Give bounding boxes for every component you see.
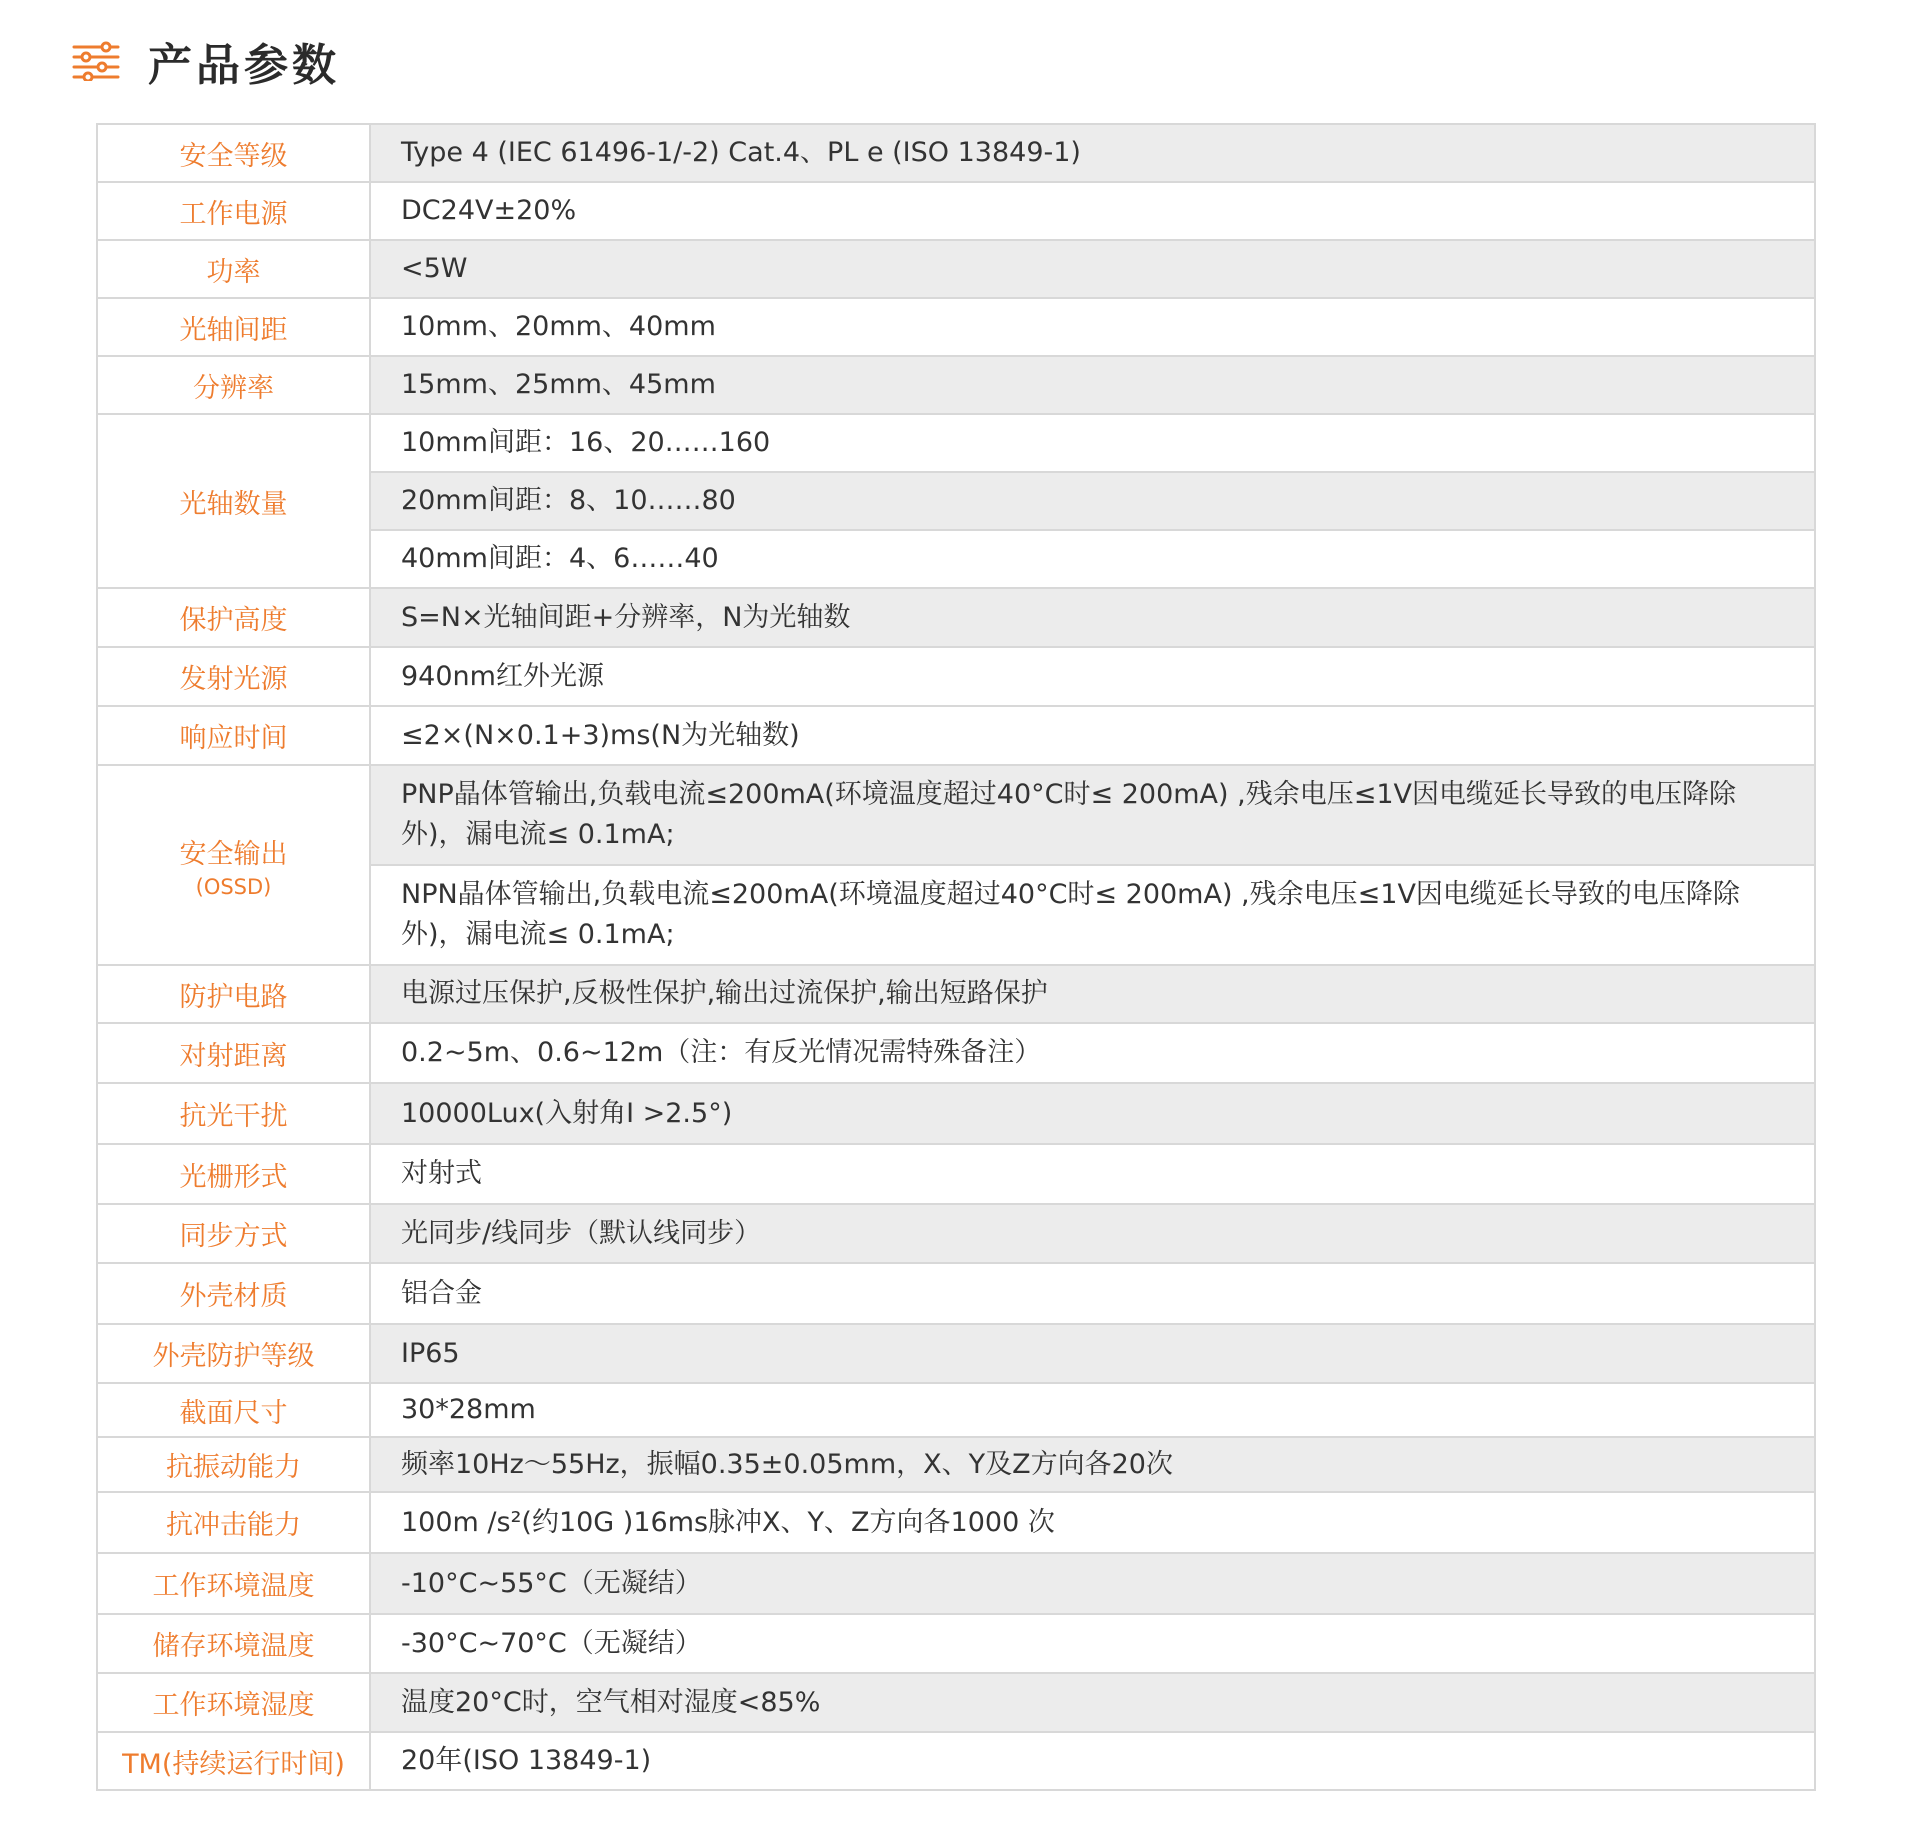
spec-value: 10000Lux(入射角I >2.5°)	[370, 1083, 1815, 1144]
table-row	[97, 298, 1815, 356]
spec-value: 20mm间距：8、10……80	[370, 472, 1815, 530]
table-row	[97, 647, 1815, 706]
spec-value: 频率10Hz～55Hz，振幅0.35±0.05mm，X、Y及Z方向各20次	[370, 1437, 1815, 1492]
spec-label: 光轴数量	[97, 414, 370, 588]
spec-value: 电源过压保护,反极性保护,输出过流保护,输出短路保护	[370, 965, 1815, 1023]
table-row	[97, 1732, 1815, 1790]
spec-label: 保护高度	[97, 588, 370, 647]
spec-value: NPN晶体管输出,负载电流≤200mA(环境温度超过40°C时≤ 200mA) ,残余电压≤1V因电缆延长导致的电压降除外)，漏电流≤ 0.1mA;	[370, 865, 1815, 965]
table-row	[97, 1492, 1815, 1553]
table-row	[97, 965, 1815, 1023]
table-row	[97, 182, 1815, 240]
sliders-icon	[72, 41, 120, 81]
spec-label: 截面尺寸	[97, 1383, 370, 1437]
spec-sublabel: (OSSD)	[195, 874, 272, 899]
table-row	[97, 1263, 1815, 1324]
spec-value: 100m /s²(约10G )16ms脉冲X、Y、Z方向各1000 次	[370, 1492, 1815, 1553]
spec-label: 安全等级	[97, 124, 370, 182]
spec-value: 40mm间距：4、6……40	[370, 530, 1815, 588]
table-row	[97, 1614, 1815, 1673]
table-row	[97, 1673, 1815, 1732]
spec-value: -10°C~55°C（无凝结）	[370, 1553, 1815, 1614]
spec-value: Type 4 (IEC 61496-1/-2) Cat.4、PL e (ISO 13849-1)	[370, 124, 1815, 182]
spec-value: IP65	[370, 1324, 1815, 1383]
table-row	[97, 124, 1815, 182]
table-row	[97, 1437, 1815, 1492]
spec-label: 工作环境湿度	[97, 1673, 370, 1732]
spec-value: 30*28mm	[370, 1383, 1815, 1437]
spec-value: 光同步/线同步（默认线同步）	[370, 1204, 1815, 1263]
spec-label: 同步方式	[97, 1204, 370, 1263]
spec-label: 分辨率	[97, 356, 370, 414]
spec-label: 发射光源	[97, 647, 370, 706]
spec-label: 抗光干扰	[97, 1083, 370, 1144]
spec-value: 对射式	[370, 1144, 1815, 1204]
table-row	[97, 356, 1815, 414]
spec-value: PNP晶体管输出,负载电流≤200mA(环境温度超过40°C时≤ 200mA) ,残余电压≤1V因电缆延长导致的电压降除外)，漏电流≤ 0.1mA;	[370, 765, 1815, 865]
table-row	[97, 1023, 1815, 1083]
spec-label-group	[97, 765, 370, 965]
table-row	[97, 1204, 1815, 1263]
spec-label: 抗振动能力	[97, 1437, 370, 1492]
spec-value: <5W	[370, 240, 1815, 298]
spec-value: 940nm红外光源	[370, 647, 1815, 706]
table-row	[97, 1553, 1815, 1614]
table-row	[97, 414, 1815, 472]
table-row	[97, 1324, 1815, 1383]
spec-label: 外壳材质	[97, 1263, 370, 1324]
spec-label: 响应时间	[97, 706, 370, 765]
spec-value: 20年(ISO 13849-1)	[370, 1732, 1815, 1790]
table-row	[97, 240, 1815, 298]
spec-value: DC24V±20%	[370, 182, 1815, 240]
table-row	[97, 765, 1815, 865]
spec-label: 工作环境温度	[97, 1553, 370, 1614]
spec-label: 光栅形式	[97, 1144, 370, 1204]
spec-label: 抗冲击能力	[97, 1492, 370, 1553]
table-row	[97, 1144, 1815, 1204]
spec-value: 15mm、25mm、45mm	[370, 356, 1815, 414]
spec-value: -30°C~70°C（无凝结）	[370, 1614, 1815, 1673]
spec-value: S=N×光轴间距+分辨率，N为光轴数	[370, 588, 1815, 647]
spec-label: 安全输出	[179, 838, 288, 870]
table-row	[97, 706, 1815, 765]
spec-label: 防护电路	[97, 965, 370, 1023]
spec-value: 温度20°C时，空气相对湿度<85%	[370, 1673, 1815, 1732]
spec-label: 储存环境温度	[97, 1614, 370, 1673]
spec-value: ≤2×(N×0.1+3)ms(N为光轴数)	[370, 706, 1815, 765]
spec-value: 10mm、20mm、40mm	[370, 298, 1815, 356]
spec-label: 外壳防护等级	[97, 1324, 370, 1383]
spec-table	[96, 123, 1816, 1791]
spec-label: 功率	[97, 240, 370, 298]
table-row	[97, 1083, 1815, 1144]
spec-label: TM(持续运行时间)	[97, 1732, 370, 1790]
spec-label: 对射距离	[97, 1023, 370, 1083]
page-title: 产品参数	[148, 40, 340, 91]
page-header	[72, 30, 340, 92]
table-row	[97, 1383, 1815, 1437]
table-row	[97, 588, 1815, 647]
spec-value: 0.2~5m、0.6~12m（注：有反光情况需特殊备注）	[370, 1023, 1815, 1083]
spec-label: 工作电源	[97, 182, 370, 240]
spec-label: 光轴间距	[97, 298, 370, 356]
spec-value: 10mm间距：16、20……160	[370, 414, 1815, 472]
spec-value: 铝合金	[370, 1263, 1815, 1324]
